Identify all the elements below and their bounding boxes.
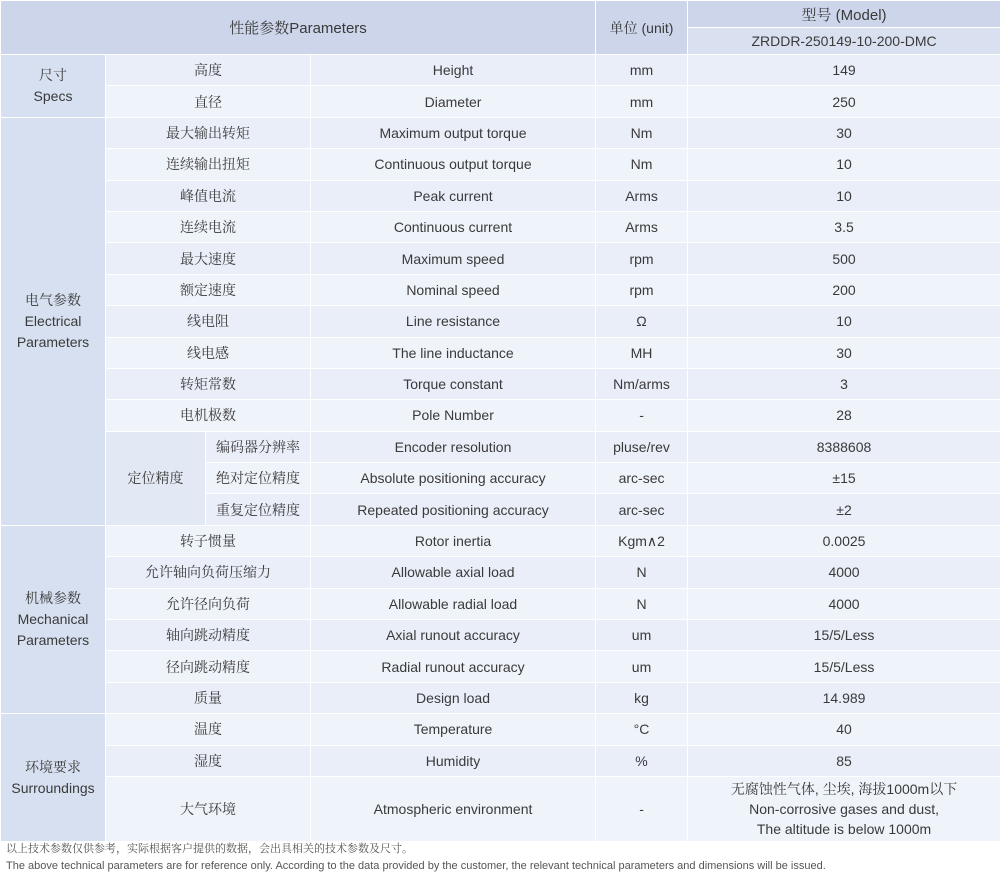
param-cn: 峰值电流: [106, 180, 311, 211]
param-en: Height: [311, 55, 596, 86]
param-unit: N: [596, 588, 688, 619]
param-value: 200: [688, 274, 1000, 305]
param-cn: 绝对定位精度: [206, 463, 311, 494]
param-value: 4000: [688, 557, 1000, 588]
param-unit: mm: [596, 86, 688, 117]
table-row: [1, 714, 1000, 745]
param-unit: pluse/rev: [596, 431, 688, 462]
header-unit: 单位 (unit): [596, 1, 688, 55]
param-value: 250: [688, 86, 1000, 117]
param-cn: 连续电流: [106, 211, 311, 242]
param-en: Humidity: [311, 745, 596, 776]
param-value: 15/5/Less: [688, 651, 1000, 682]
param-unit: Arms: [596, 180, 688, 211]
group-electrical-cn: 电气参数: [25, 291, 81, 308]
table-row: [1, 431, 1000, 462]
param-en: Allowable radial load: [311, 588, 596, 619]
param-unit: -: [596, 776, 688, 841]
footnote-cn: 以上技术参数仅供参考，实际根据客户提供的数据，会出具相关的技术参数及尺寸。: [6, 843, 413, 855]
param-unit: kg: [596, 682, 688, 713]
param-value: 8388608: [688, 431, 1000, 462]
param-en: Continuous current: [311, 211, 596, 242]
param-value: 15/5/Less: [688, 620, 1000, 651]
param-cn: 温度: [106, 714, 311, 745]
param-cn: 编码器分辨率: [206, 431, 311, 462]
param-cn: 转子惯量: [106, 525, 311, 556]
param-unit: mm: [596, 55, 688, 86]
table-row: [1, 55, 1000, 86]
param-en: Maximum output torque: [311, 117, 596, 148]
param-unit: Nm: [596, 149, 688, 180]
param-value: 149: [688, 55, 1000, 86]
param-unit: MH: [596, 337, 688, 368]
table-row: [1, 180, 1000, 211]
param-value: 0.0025: [688, 525, 1000, 556]
param-en: The line inductance: [311, 337, 596, 368]
subgroup-positioning-accuracy: 定位精度: [106, 431, 206, 525]
param-cn: 重复定位精度: [206, 494, 311, 525]
param-cn: 连续输出扭矩: [106, 149, 311, 180]
param-cn: 湿度: [106, 745, 311, 776]
table-row: [1, 745, 1000, 776]
table-row: [1, 86, 1000, 117]
param-value: 4000: [688, 588, 1000, 619]
footnote-en: The above technical parameters are for reference only. According to the data provided by the customer, the relevant technical parameters and dimensions will be issued.: [6, 859, 826, 872]
param-cn: 转矩常数: [106, 368, 311, 399]
param-en: Diameter: [311, 86, 596, 117]
param-value: 28: [688, 400, 1000, 431]
param-cn: 电机极数: [106, 400, 311, 431]
param-unit: %: [596, 745, 688, 776]
param-cn: 大气环境: [106, 776, 311, 841]
atmospheric-value-line3: The altitude is below 1000m: [756, 821, 932, 838]
param-value: 10: [688, 306, 1000, 337]
param-en: Allowable axial load: [311, 557, 596, 588]
param-en: Repeated positioning accuracy: [311, 494, 596, 525]
param-value: ±15: [688, 463, 1000, 494]
group-electrical: [1, 117, 106, 525]
param-value: ±2: [688, 494, 1000, 525]
group-mechanical-en1: Mechanical: [17, 611, 89, 628]
param-en: Temperature: [311, 714, 596, 745]
param-cn: 直径: [106, 86, 311, 117]
table-row: [1, 274, 1000, 305]
table-row: [1, 588, 1000, 619]
group-surroundings-en: Surroundings: [11, 779, 95, 796]
header-parameters: 性能参数Parameters: [1, 1, 596, 55]
table-row: [1, 682, 1000, 713]
table-row: [1, 620, 1000, 651]
param-en: Design load: [311, 682, 596, 713]
group-surroundings: [1, 714, 106, 842]
table-row: [1, 651, 1000, 682]
group-specs-cn: 尺寸: [39, 66, 67, 83]
param-unit: rpm: [596, 243, 688, 274]
group-mechanical: [1, 525, 106, 713]
param-value: 14.989: [688, 682, 1000, 713]
param-value: 10: [688, 180, 1000, 211]
param-unit: Nm/arms: [596, 368, 688, 399]
table-row: [1, 525, 1000, 556]
param-unit: Kgm∧2: [596, 525, 688, 556]
param-value: 40: [688, 714, 1000, 745]
param-unit: Arms: [596, 211, 688, 242]
param-en: Radial runout accuracy: [311, 651, 596, 682]
table-row: [1, 306, 1000, 337]
param-unit: rpm: [596, 274, 688, 305]
param-value: 3: [688, 368, 1000, 399]
param-en: Rotor inertia: [311, 525, 596, 556]
atmospheric-value-line2: Non-corrosive gases and dust,: [749, 800, 939, 817]
param-en: Continuous output torque: [311, 149, 596, 180]
param-value: 85: [688, 745, 1000, 776]
table-row-atmospheric: [1, 776, 1000, 841]
group-mechanical-cn: 机械参数: [25, 590, 81, 607]
group-electrical-en2: Parameters: [16, 333, 90, 350]
param-en: Nominal speed: [311, 274, 596, 305]
param-value: 500: [688, 243, 1000, 274]
param-cn: 最大速度: [106, 243, 311, 274]
param-value: [688, 776, 1000, 841]
table-row: [1, 337, 1000, 368]
param-en: Axial runout accuracy: [311, 620, 596, 651]
atmospheric-value-line1: 无腐蚀性气体, 尘埃, 海拔1000m以下: [730, 780, 958, 797]
table-row: [1, 557, 1000, 588]
param-cn: 轴向跳动精度: [106, 620, 311, 651]
param-value: 10: [688, 149, 1000, 180]
group-surroundings-cn: 环境要求: [25, 758, 81, 775]
param-en: Pole Number: [311, 400, 596, 431]
footnotes: [6, 841, 826, 874]
param-en: Encoder resolution: [311, 431, 596, 462]
param-cn: 质量: [106, 682, 311, 713]
param-unit: Ω: [596, 306, 688, 337]
param-unit: N: [596, 557, 688, 588]
table-row: [1, 149, 1000, 180]
table-row: [1, 211, 1000, 242]
header-model: 型号 (Model): [688, 1, 1000, 28]
param-cn: 线电阻: [106, 306, 311, 337]
param-cn: 线电感: [106, 337, 311, 368]
param-en: Maximum speed: [311, 243, 596, 274]
table-row: [1, 117, 1000, 148]
param-unit: um: [596, 651, 688, 682]
param-en: Absolute positioning accuracy: [311, 463, 596, 494]
param-cn: 高度: [106, 55, 311, 86]
param-value: 3.5: [688, 211, 1000, 242]
group-electrical-en1: Electrical: [24, 312, 82, 329]
param-unit: Nm: [596, 117, 688, 148]
table-row: [1, 368, 1000, 399]
param-unit: arc-sec: [596, 494, 688, 525]
param-value: 30: [688, 117, 1000, 148]
group-specs-en: Specs: [33, 87, 73, 104]
param-en: Atmospheric environment: [311, 776, 596, 841]
header-model-value: ZRDDR-250149-10-200-DMC: [688, 28, 1000, 55]
table-row: [1, 243, 1000, 274]
param-en: Peak current: [311, 180, 596, 211]
param-unit: um: [596, 620, 688, 651]
table-row: [1, 400, 1000, 431]
param-cn: 允许径向负荷: [106, 588, 311, 619]
table-header-row: [1, 1, 1000, 28]
param-cn: 额定速度: [106, 274, 311, 305]
param-cn: 最大输出转矩: [106, 117, 311, 148]
param-unit: arc-sec: [596, 463, 688, 494]
param-cn: 允许轴向负荷压缩力: [106, 557, 311, 588]
param-unit: -: [596, 400, 688, 431]
param-en: Line resistance: [311, 306, 596, 337]
param-en: Torque constant: [311, 368, 596, 399]
group-specs: [1, 55, 106, 118]
param-cn: 径向跳动精度: [106, 651, 311, 682]
param-value: 30: [688, 337, 1000, 368]
group-mechanical-en2: Parameters: [16, 632, 90, 649]
param-unit: °C: [596, 714, 688, 745]
